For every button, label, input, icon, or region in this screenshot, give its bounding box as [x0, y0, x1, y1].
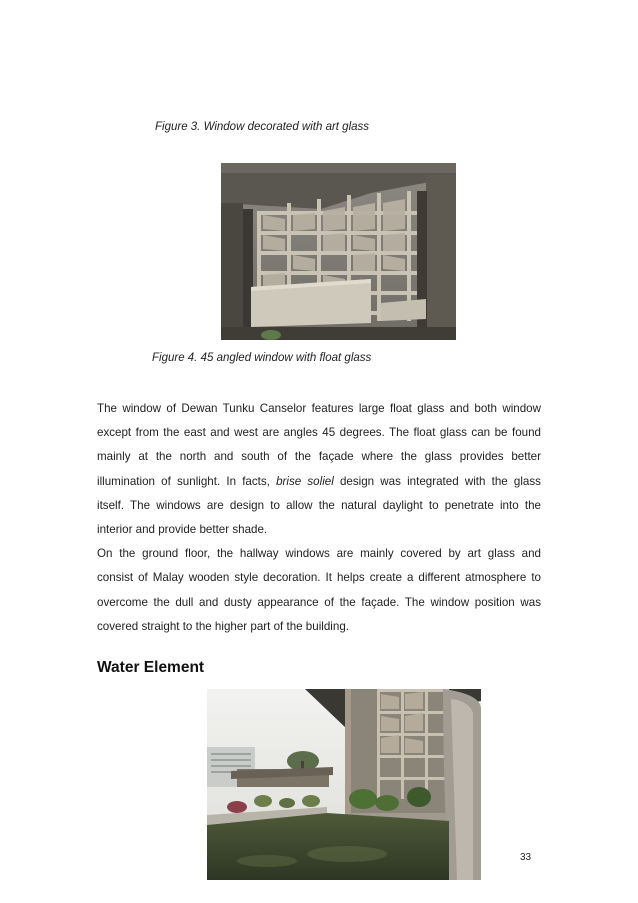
paragraph-line: mainly at the north and south of the façade where the glass provides better — [97, 450, 541, 464]
paragraph-line: overcome the dull and dusty appearance of the façade. The window position was — [97, 595, 541, 609]
figure-4-photo-facade — [221, 163, 456, 340]
paragraph-text: illumination of sunlight. In facts, — [97, 474, 270, 488]
section-heading: Water Element — [97, 659, 205, 676]
figure-4-caption: Figure 4. 45 angled window with float glass — [152, 352, 372, 364]
paragraph-line: The window of Dewan Tunku Canselor features large float glass and both window — [97, 402, 541, 415]
paragraph-line: itself. The windows are design to allow the natural daylight to penetrate into the — [97, 498, 541, 512]
paragraph-line: except from the east and west are angles 45 degrees. The float glass can be found — [97, 426, 541, 440]
page-number: 33 — [520, 852, 532, 863]
figure-3-caption: Figure 3. Window decorated with art glass — [155, 121, 370, 133]
italic-term: brise soliel — [276, 474, 334, 488]
water-element-photo — [207, 689, 481, 880]
paragraph-text: design was integrated with the glass — [339, 474, 541, 488]
paragraph-line: On the ground floor, the hallway windows are mainly covered by art glass and — [97, 547, 541, 561]
paragraph-line: consist of Malay wooden style decoration. It helps create a different atmosphere to — [97, 571, 541, 585]
paragraph-line: covered straight to the higher part of the building. — [97, 619, 349, 633]
paragraph-line-with-term — [97, 470, 541, 494]
body-paragraphs — [97, 397, 541, 639]
paragraph-2 — [97, 542, 541, 639]
paragraph-line: interior and provide better shade. — [97, 523, 268, 537]
paragraph-1 — [97, 397, 541, 542]
